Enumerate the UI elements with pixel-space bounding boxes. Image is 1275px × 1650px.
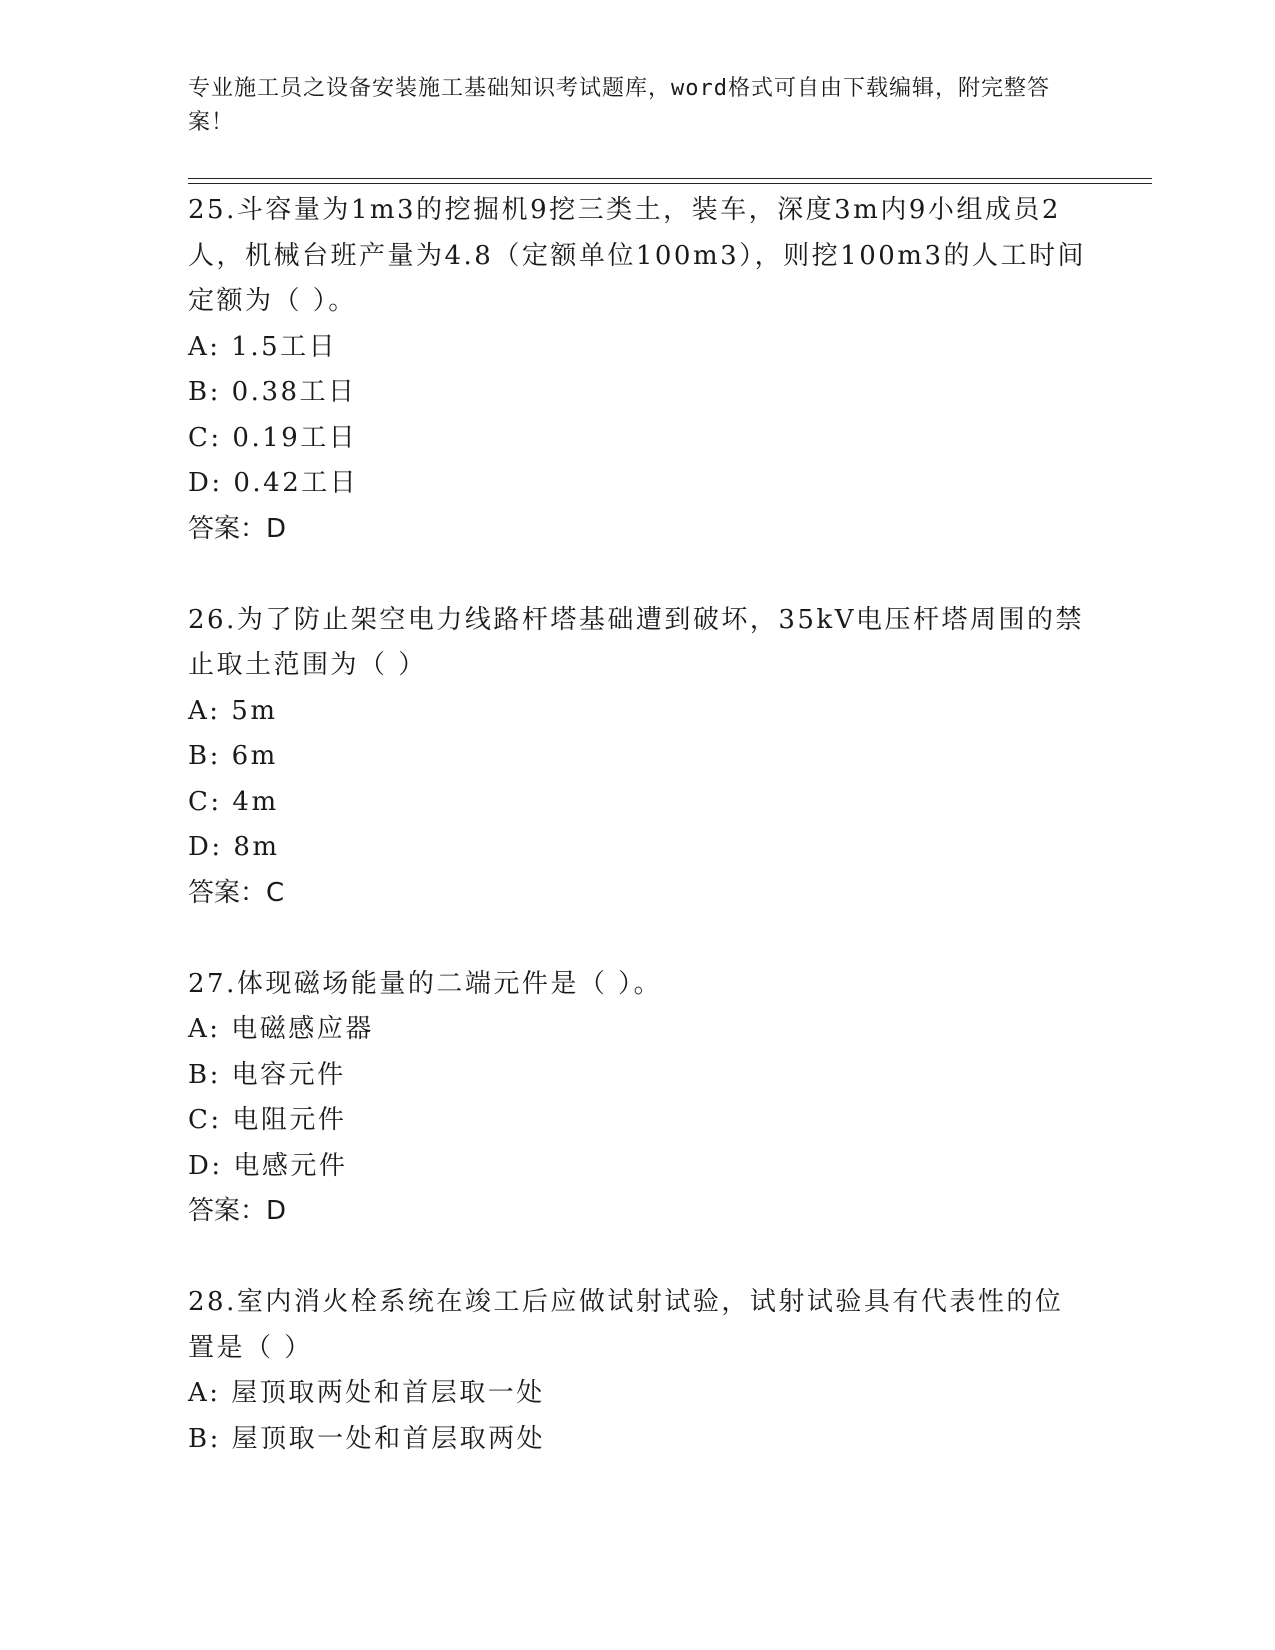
- option-b: B: 0.38工日: [188, 377, 357, 407]
- option-c: C: 4m: [188, 786, 279, 817]
- option-d: D: 0.42工日: [188, 468, 359, 498]
- option-a: A: 电磁感应器: [188, 1014, 374, 1044]
- option-b: B: 屋顶取一处和首层取两处: [188, 1423, 546, 1454]
- option-a: A: 屋顶取两处和首层取一处: [188, 1378, 545, 1408]
- question-26: [188, 598, 1088, 917]
- document-header: 专业施工员之设备安装施工基础知识考试题库，word格式可自由下载编辑，附完整答案！: [188, 76, 1050, 135]
- question-text: 28.室内消火栓系统在竣工后应做试射试验，试射试验具有代表性的位置是（ ）: [188, 1287, 1064, 1363]
- header-rule-bottom: [188, 183, 1152, 184]
- question-27: [188, 962, 1088, 1235]
- question-25: [188, 188, 1088, 552]
- question-list: [188, 188, 1088, 1462]
- option-b: B: 6m: [188, 741, 278, 771]
- option-b: B: 电容元件: [188, 1059, 346, 1090]
- option-a: A: 1.5工日: [188, 331, 338, 362]
- option-d: D: 8m: [188, 832, 280, 862]
- spacer: [188, 1235, 1088, 1281]
- answer: 答案：D: [188, 513, 287, 544]
- question-text: 26.为了防止架空电力线路杆塔基础遭到破坏，35kV电压杆塔周围的禁止取土范围为（ ）: [188, 604, 1084, 680]
- spacer: [188, 916, 1088, 962]
- option-c: C: 0.19工日: [188, 422, 358, 453]
- spacer: [188, 552, 1088, 598]
- question-text: 27.体现磁场能量的二端元件是（ ）。: [188, 968, 663, 999]
- option-a: A: 5m: [188, 695, 278, 726]
- answer: 答案：C: [188, 877, 285, 908]
- option-d: D: 电感元件: [188, 1150, 348, 1181]
- question-text: 25.斗容量为1m3的挖掘机9挖三类土，装车，深度3m内9小组成员2人，机械台班产量为4.8（定额单位100m3），则挖100m3的人工时间定额为（ ）。: [188, 195, 1086, 316]
- header-rule-top: [188, 178, 1152, 179]
- answer: 答案：D: [188, 1196, 287, 1226]
- question-28: [188, 1280, 1088, 1462]
- option-c: C: 电阻元件: [188, 1105, 347, 1135]
